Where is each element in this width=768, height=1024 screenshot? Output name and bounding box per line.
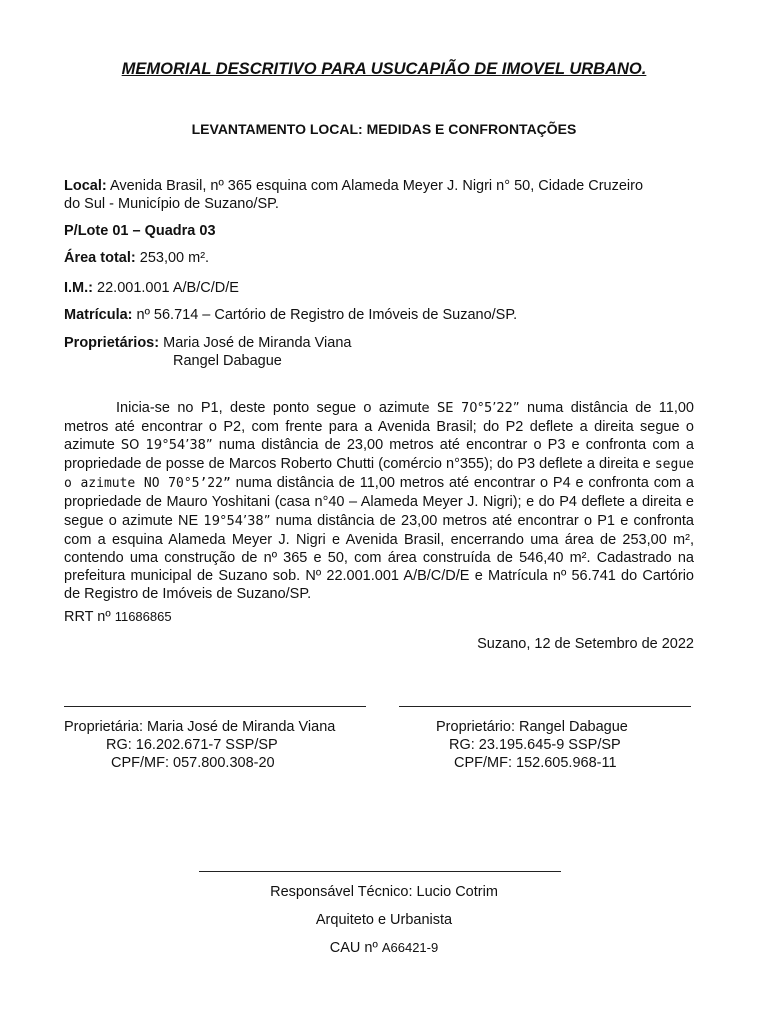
cau-value: A66421-9 [381,940,439,955]
rrt-label: RRT nº [64,609,111,625]
local-line2: do Sul - Município de Suzano/SP. [64,196,279,212]
matricula-field [64,307,517,323]
proprietarios-label: Proprietários: [64,335,160,351]
description-azimuth-3: segue o azimute NO 70°5’22” [64,457,694,492]
im-label: I.M.: [64,280,93,296]
description-text-5: numa distância de 23,00 metros até encontrar o P1 e confronta com a esquina Alameda Meyer J. Nigri e Avenida Brasil, encerrando uma área de 253,00 m², contendo uma construção de nº 365 e 50, com área construída de 546,40 m². Cadastrado na prefeitura municipal de Suzano sob. Nº 22.001.001 A/B/C/D/E e Matrícula nº 56.741 do Cartório de Registro de Imóveis de Suzano/SP. [64,512,694,602]
left-signer-cpf: CPF/MF: 057.800.308-20 [111,755,275,771]
proprietario-name-1: Maria José de Miranda Viana [163,335,352,351]
technical-cau [0,940,768,956]
local-field [64,178,643,194]
local-label: Local: [64,178,107,194]
area-label: Área total: [64,250,136,266]
technical-name: Responsável Técnico: Lucio Cotrim [270,884,498,900]
left-signer-name: Proprietária: Maria José de Miranda Viana [64,719,336,735]
description-azimuth-2: SO 19°54’38” [120,438,213,454]
description-text-1: Inicia-se no P1, deste ponto segue o azimut [116,400,422,416]
area-value: 253,00 m². [139,250,210,266]
document-date: Suzano, 12 de Setembro de 2022 [477,636,694,652]
proprietarios-field [64,335,351,351]
right-signer-rg: RG: 23.195.645-9 SSP/SP [449,737,621,753]
description-text-3: numa distância de 23,00 metros até encontrar o P3 e confronta com a propriedade de posse de Marcos Roberto Chutti (comércio n°355); do P3 deflete a direita e [64,437,694,473]
matricula-value: nº 56.714 – Cartório de Registro de Imóveis de Suzano/SP. [136,307,518,323]
signature-line-left [64,706,366,707]
im-value: 22.001.001 A/B/C/D/E [97,280,239,296]
lote-value: P/Lote 01 – Quadra 03 [64,223,216,239]
left-signer-rg: RG: 16.202.671-7 SSP/SP [106,737,278,753]
technical-role: Arquiteto e Urbanista [315,912,453,928]
description-paragraph [64,399,694,603]
description-azimuth-4: 19°54’38” [203,513,271,529]
right-signer-cpf: CPF/MF: 152.605.968-11 [454,755,617,771]
area-field [64,250,209,266]
lote-field [64,223,216,239]
description-azimuth-1: e SE 70°5’22” [421,401,520,416]
local-line1: Avenida Brasil, nº 365 esquina com Alameda Meyer J. Nigri n° 50, Cidade Cruzeiro [109,178,644,194]
rrt-field [64,609,172,625]
signature-line-technical [199,871,561,872]
cau-label: CAU nº [329,940,378,956]
right-signer-name: Proprietário: Rangel Dabague [436,719,628,735]
rrt-value: 11686865 [114,609,172,624]
im-field [64,280,239,296]
description-text-2: numa distância de 11,00 metros até encontrar o P2, com frente para a Avenida Brasil; do P2 deflete a direita segue o azimute [64,400,694,454]
signature-line-right [399,706,691,707]
document-subtitle: LEVANTAMENTO LOCAL: MEDIDAS E CONFRONTAÇÕES [191,121,577,137]
description-text-4: numa distância de 11,00 metros até encontrar o P4 e confronta com a propriedade de Mauro Yoshitani (casa n°40 – Alameda Meyer J. Nigri); e do P4 deflete a direita e segue o azimute NE [64,475,694,529]
matricula-label: Matrícula: [64,307,133,323]
proprietario-name-2: Rangel Dabague [173,353,282,369]
document-title: MEMORIAL DESCRITIVO PARA USUCAPIÃO DE IMOVEL URBANO. [121,60,647,78]
